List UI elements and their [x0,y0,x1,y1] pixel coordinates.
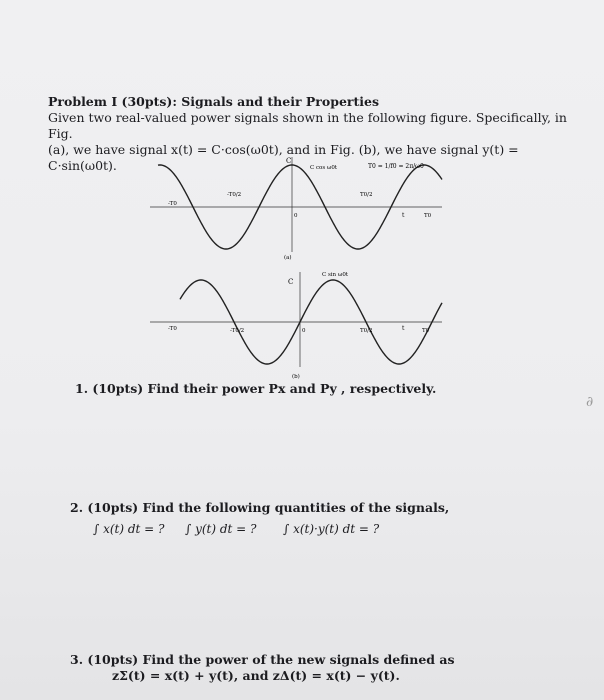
question-3: 3. (10pts) Find the power of the new signals defined as [70,652,455,667]
a-tick-neg-half-t0: -T0/2 [227,192,242,198]
signal-figure [150,152,450,382]
question-2: 2. (10pts) Find the following quantities of the signals, [70,500,450,515]
b-amp-label: C [288,278,294,286]
b-tick-half-t0: T0/2 [360,328,373,334]
b-curve-label: C sin ω0t [322,272,349,278]
margin-mark: ∂ [586,394,594,410]
a-t-label: t [402,212,405,219]
question-1: 1. (10pts) Find their power Px and Py , respectively. [75,381,437,396]
b-tick-neg-t0: -T0 [168,326,177,332]
integral-xy: ∫ x(t)·y(t) dt = ? [283,522,380,536]
a-tick-zero: 0 [294,213,298,219]
b-t-label: t [402,325,405,332]
figure-b [150,272,442,380]
problem-text-line1: Given two real-valued power signals shown in the following figure. Specifically, in Fig. [48,110,567,141]
a-caption: (a) [284,255,292,261]
problem-title: Problem I (30pts): Signals and their Properties [48,94,380,109]
problem-text-line2: (a), we have signal x(t) = C·cos(ω0t), and in Fig. (b), we have signal y(t) = C·sin(ω0t). [48,142,519,173]
a-tick-neg-t0: -T0 [168,201,177,207]
a-tick-t0: T0 [424,213,432,219]
b-caption: (b) [292,374,300,380]
a-tick-half-t0: T0/2 [360,192,373,198]
b-tick-zero: 0 [302,328,306,334]
a-curve-label: C cos ω0t [310,165,338,171]
integral-y: ∫ y(t) dt = ? [185,522,257,536]
a-amp-label: C [286,157,292,165]
a-period-note: T0 = 1/f0 = 2π/ω0 [368,163,424,170]
b-tick-neg-half-t0: -T0/2 [230,328,245,334]
b-tick-t0: T0 [422,328,430,334]
figure-a [150,157,442,261]
question-3-definitions: zΣ(t) = x(t) + y(t), and zΔ(t) = x(t) − y(t). [112,668,400,683]
integral-x: ∫ x(t) dt = ? [93,522,165,536]
